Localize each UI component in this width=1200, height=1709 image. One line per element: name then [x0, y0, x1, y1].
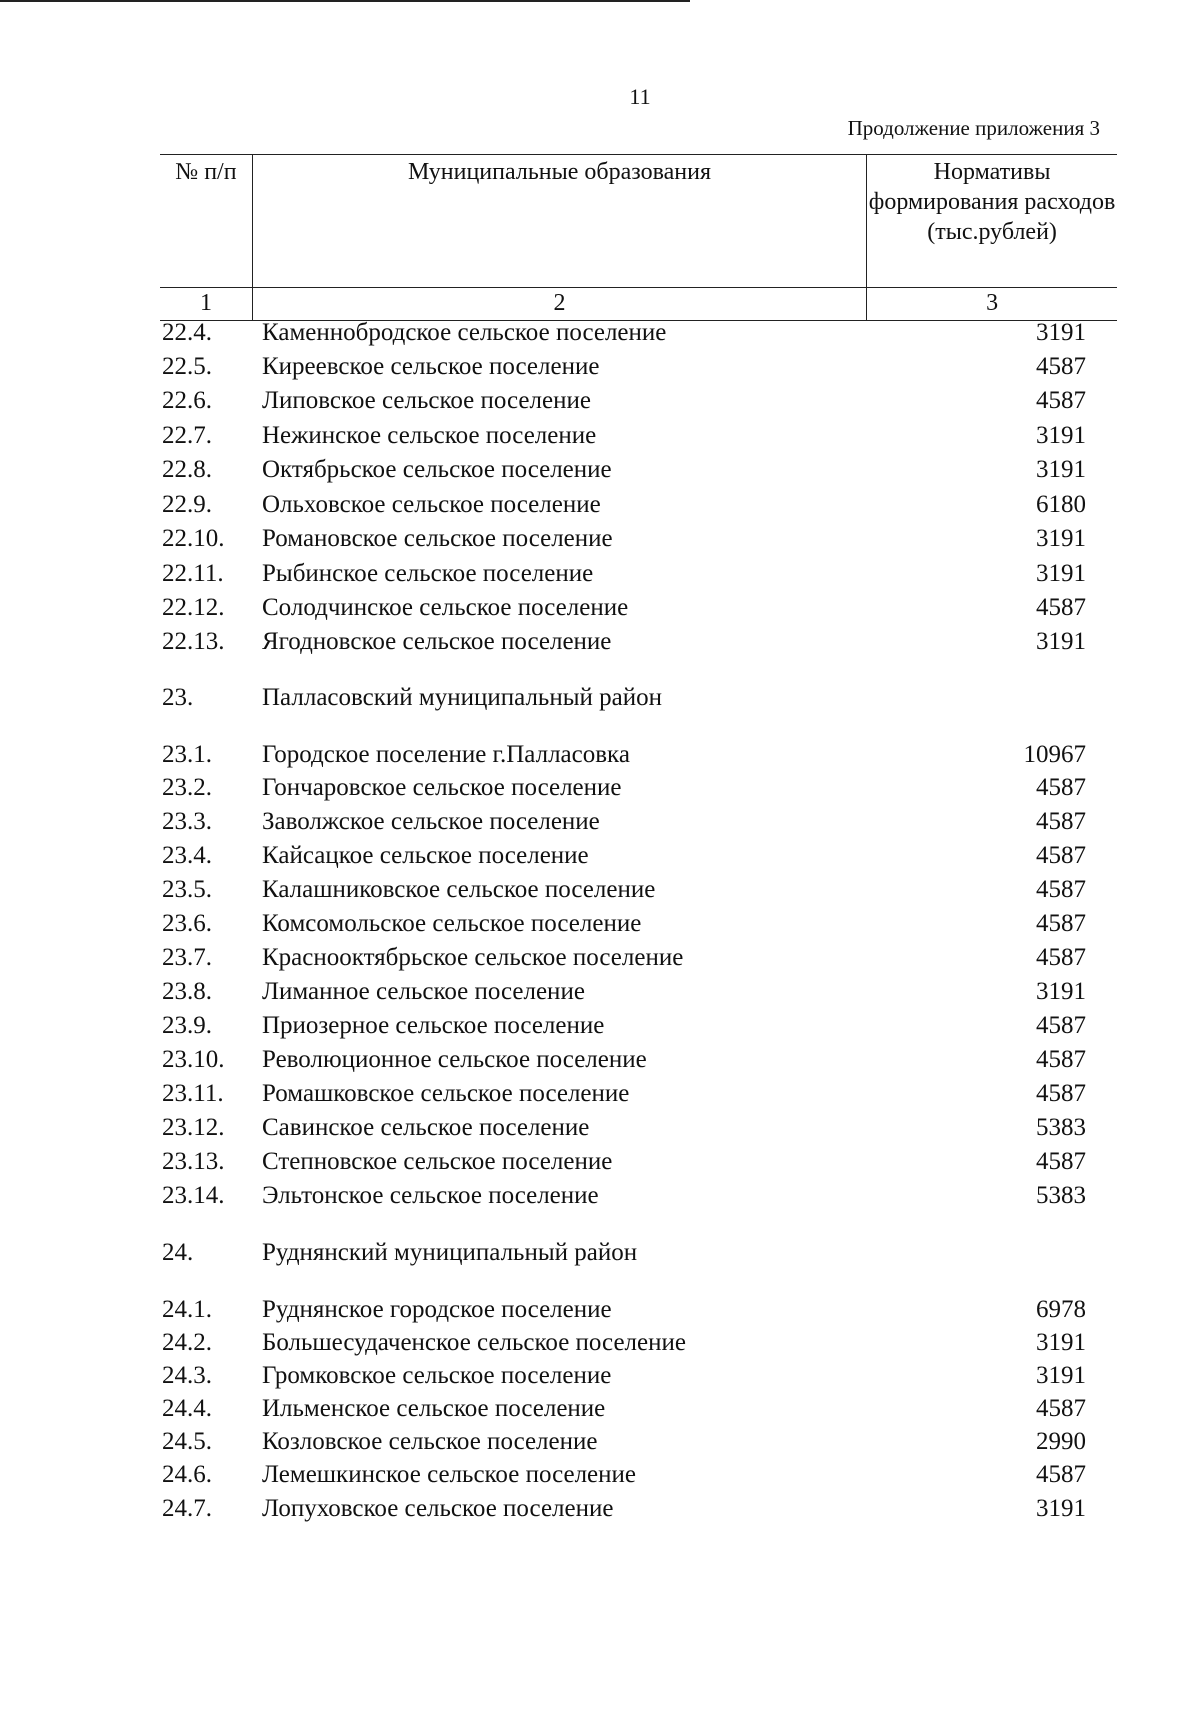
row-municipality-name: Лиманное сельское поселение [262, 978, 585, 1005]
table-row [0, 488, 1200, 522]
row-municipality-name: Романовское сельское поселение [262, 525, 613, 552]
row-municipality-name: Городское поселение г.Палласовка [262, 741, 630, 768]
row-number: 22.10. [162, 525, 225, 552]
row-norm-value: 4587 [1036, 1080, 1086, 1107]
table-row [0, 805, 1200, 839]
row-number: 22.9. [162, 491, 212, 518]
row-number: 24.6. [162, 1461, 212, 1488]
row-municipality-name: Ольховское сельское поселение [262, 491, 601, 518]
row-municipality-name: Октябрьское сельское поселение [262, 456, 612, 483]
row-municipality-name: Громковское сельское поселение [262, 1362, 612, 1389]
table-row [0, 1009, 1200, 1043]
table-row [0, 316, 1200, 350]
row-municipality-name: Савинское сельское поселение [262, 1114, 590, 1141]
row-municipality-name: Ильменское сельское поселение [262, 1395, 606, 1422]
table-row [0, 1492, 1200, 1526]
table-row [0, 975, 1200, 1009]
row-number: 23.5. [162, 876, 212, 903]
row-municipality-name: Ромашковское сельское поселение [262, 1080, 630, 1107]
row-municipality-name: Каменнобродское сельское поселение [262, 319, 667, 346]
row-norm-value: 4587 [1036, 876, 1086, 903]
table-row [0, 1326, 1200, 1360]
row-number: 22.13. [162, 628, 225, 655]
row-number: 24.3. [162, 1362, 212, 1389]
table-row [0, 1392, 1200, 1426]
row-number: 23.8. [162, 978, 212, 1005]
row-number: 23.13. [162, 1148, 225, 1175]
row-norm-value: 3191 [1036, 560, 1086, 587]
row-norm-value: 10967 [1023, 741, 1086, 768]
row-municipality-name: Степновское сельское поселение [262, 1148, 613, 1175]
row-norm-value: 4587 [1036, 808, 1086, 835]
row-municipality-name: Лемешкинское сельское поселение [262, 1461, 636, 1488]
row-number: 23.14. [162, 1182, 225, 1209]
row-norm-value: 4587 [1036, 1395, 1086, 1422]
row-number: 24.4. [162, 1395, 212, 1422]
row-municipality-name: Солодчинское сельское поселение [262, 594, 629, 621]
row-number: 23.4. [162, 842, 212, 869]
row-number: 23.12. [162, 1114, 225, 1141]
row-number: 23.3. [162, 808, 212, 835]
row-municipality-name: Комсомольское сельское поселение [262, 910, 642, 937]
row-norm-value: 2990 [1036, 1428, 1086, 1455]
row-municipality-name: Лопуховское сельское поселение [262, 1495, 614, 1522]
table-row [0, 738, 1200, 772]
table-row [0, 522, 1200, 556]
row-municipality-name: Большесудаченское сельское поселение [262, 1329, 686, 1356]
table-row [0, 1359, 1200, 1393]
header-index-3: 3 [867, 288, 1117, 321]
row-norm-value: 4587 [1036, 910, 1086, 937]
row-municipality-name: Калашниковское сельское поселение [262, 876, 656, 903]
header-index-1: 1 [160, 288, 252, 321]
row-norm-value: 3191 [1036, 525, 1086, 552]
row-norm-value: 4587 [1036, 353, 1086, 380]
header-municipality-column: Муниципальные образования [252, 155, 866, 288]
row-municipality-name: Заволжское сельское поселение [262, 808, 600, 835]
row-municipality-name: Приозерное сельское поселение [262, 1012, 605, 1039]
row-norm-value: 5383 [1036, 1114, 1086, 1141]
table-row [0, 1179, 1200, 1213]
table-row [0, 1077, 1200, 1111]
row-municipality-name: Нежинское сельское поселение [262, 422, 597, 449]
row-norm-value: 4587 [1036, 774, 1086, 801]
table-row [0, 557, 1200, 591]
row-number: 23.2. [162, 774, 212, 801]
section-heading-row [0, 1236, 1200, 1270]
table-row [0, 591, 1200, 625]
row-number: 22.8. [162, 456, 212, 483]
row-norm-value: 3191 [1036, 319, 1086, 346]
table-header [160, 154, 1117, 321]
row-municipality-name: Гончаровское сельское поселение [262, 774, 622, 801]
row-norm-value: 4587 [1036, 944, 1086, 971]
table-row [0, 1145, 1200, 1179]
row-norm-value: 4587 [1036, 842, 1086, 869]
row-number: 23.1. [162, 741, 212, 768]
row-norm-value: 4587 [1036, 1012, 1086, 1039]
row-number: 23.9. [162, 1012, 212, 1039]
table-row [0, 1458, 1200, 1492]
row-municipality-name: Киреевское сельское поселение [262, 353, 600, 380]
row-number: 23.7. [162, 944, 212, 971]
row-number: 23.10. [162, 1046, 225, 1073]
table-row [0, 384, 1200, 418]
row-norm-value: 3191 [1036, 628, 1086, 655]
row-number: 22.6. [162, 387, 212, 414]
row-municipality-name: Руднянский муниципальный район [262, 1239, 638, 1266]
table-row [0, 1043, 1200, 1077]
row-norm-value: 3191 [1036, 456, 1086, 483]
table-row [0, 625, 1200, 659]
header-number-column: № п/п [160, 155, 252, 288]
row-municipality-name: Ягодновское сельское поселение [262, 628, 612, 655]
row-municipality-name: Палласовский муниципальный район [262, 684, 662, 711]
row-norm-value: 4587 [1036, 1461, 1086, 1488]
row-norm-value: 4587 [1036, 1148, 1086, 1175]
row-norm-value: 4587 [1036, 594, 1086, 621]
row-municipality-name: Эльтонское сельское поселение [262, 1182, 599, 1209]
row-number: 24.1. [162, 1296, 212, 1323]
table-row [0, 873, 1200, 907]
row-municipality-name: Руднянское городское поселение [262, 1296, 612, 1323]
row-number: 22.4. [162, 319, 212, 346]
row-norm-value: 3191 [1036, 1495, 1086, 1522]
row-number: 23.6. [162, 910, 212, 937]
table-row [0, 907, 1200, 941]
row-number: 22.11. [162, 560, 224, 587]
table-row [0, 1111, 1200, 1145]
scan-border-line [0, 0, 690, 2]
row-number: 23. [162, 684, 194, 711]
table-row [0, 771, 1200, 805]
row-norm-value: 4587 [1036, 1046, 1086, 1073]
row-municipality-name: Краснооктябрьское сельское поселение [262, 944, 684, 971]
continuation-note: Продолжение приложения 3 [847, 116, 1100, 140]
row-municipality-name: Липовское сельское поселение [262, 387, 591, 414]
header-index-2: 2 [252, 288, 866, 321]
table-row [0, 419, 1200, 453]
section-heading-row [0, 681, 1200, 715]
row-number: 24.7. [162, 1495, 212, 1522]
row-number: 23.11. [162, 1080, 224, 1107]
row-municipality-name: Кайсацкое сельское поселение [262, 842, 589, 869]
row-number: 22.5. [162, 353, 212, 380]
table-row [0, 350, 1200, 384]
row-number: 22.7. [162, 422, 212, 449]
row-norm-value: 4587 [1036, 387, 1086, 414]
row-municipality-name: Козловское сельское поселение [262, 1428, 598, 1455]
header-norms-column: Нормативы формирования расходов (тыс.рублей) [867, 155, 1117, 288]
row-number: 24.5. [162, 1428, 212, 1455]
row-municipality-name: Революционное сельское поселение [262, 1046, 647, 1073]
table-row [0, 941, 1200, 975]
row-norm-value: 6978 [1036, 1296, 1086, 1323]
row-norm-value: 3191 [1036, 1329, 1086, 1356]
row-norm-value: 5383 [1036, 1182, 1086, 1209]
row-norm-value: 3191 [1036, 1362, 1086, 1389]
table-row [0, 1293, 1200, 1327]
row-norm-value: 3191 [1036, 422, 1086, 449]
table-row [0, 839, 1200, 873]
table-row [0, 453, 1200, 487]
row-number: 22.12. [162, 594, 225, 621]
table-row [0, 1425, 1200, 1459]
row-number: 24. [162, 1239, 194, 1266]
row-norm-value: 3191 [1036, 978, 1086, 1005]
row-norm-value: 6180 [1036, 491, 1086, 518]
row-number: 24.2. [162, 1329, 212, 1356]
page-number: 11 [629, 84, 651, 109]
row-municipality-name: Рыбинское сельское поселение [262, 560, 594, 587]
